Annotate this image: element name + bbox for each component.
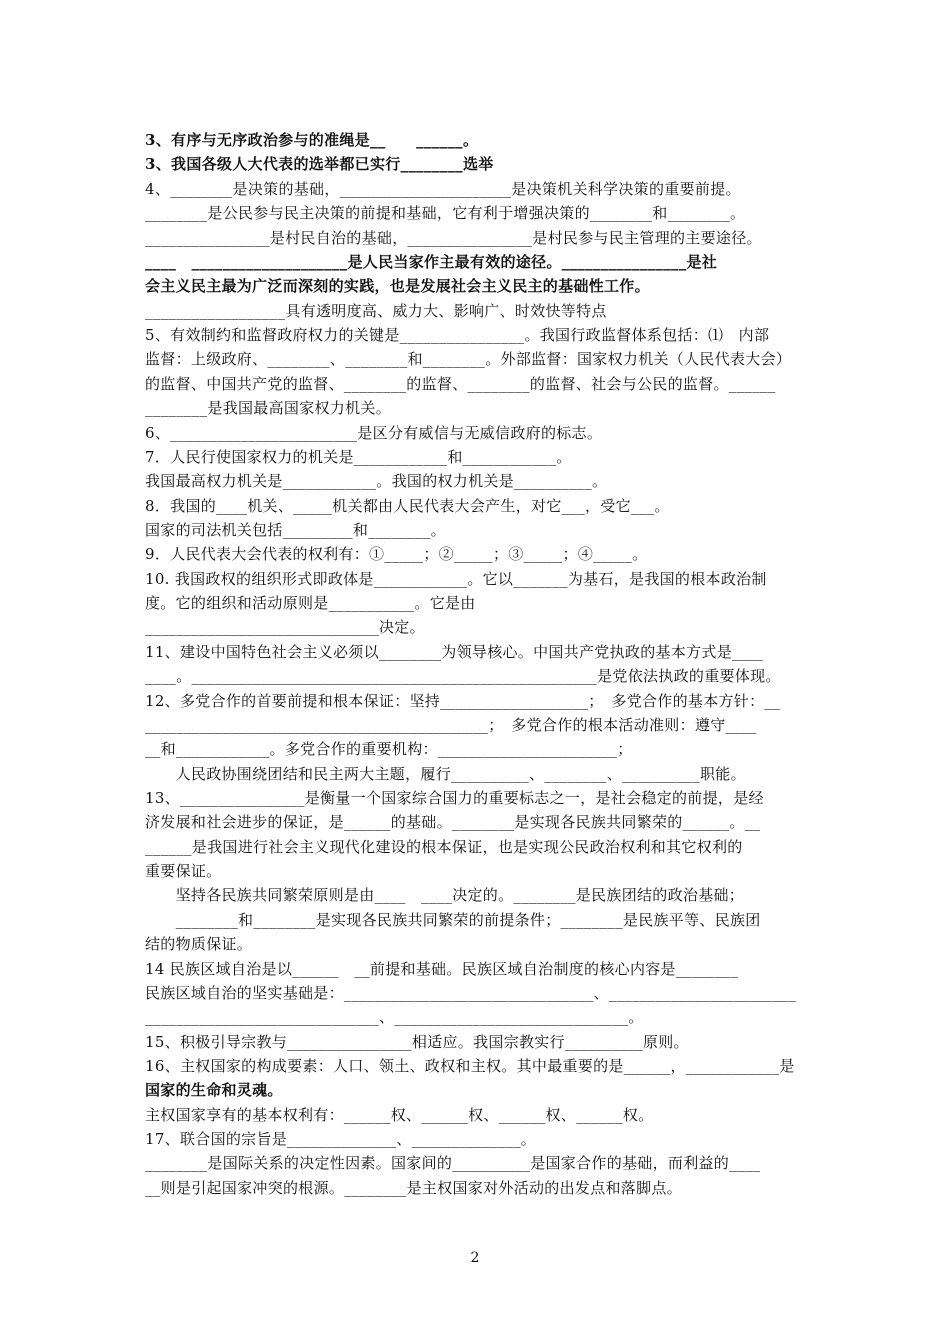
text-line: 6、________________________是区分有威信与无威信政府的标志。 [145,424,603,442]
text-line: 5、有效制约和监督政府权力的关键是________________。我国行政监督体系包括：⑴ 内部 [145,326,770,344]
text-line: 的监督、中国共产党的监督、________的监督、________的监督、社会与公民的监督。______ [145,375,776,393]
text-line: 会主义民主最为广泛而深刻的实践，也是发展社会主义民主的基础性工作。 [145,277,650,295]
text-line: 8．我国的____机关、_____机关都由人民代表大会产生，对它___，受它___。 [145,497,670,515]
text-line: ________是公民参与民主决策的前提和基础，它有利于增强决策的________和________。 [145,204,746,222]
text-line: 7．人民行使国家权力的机关是____________和____________。 [145,448,572,466]
text-line: ______________________________、______________________________。 [145,1008,644,1026]
text-line: ____________________________________________； 多党合作的根本活动准则：遵守____ [145,716,757,734]
text-line: ____。____________________________________________________是党依法执政的重要体现。 [145,667,781,685]
text-line: 我国最高权力机关是____________。我国的权力机关是__________。 [145,472,608,490]
text-line: 10. 我国政权的组织形式即政体是____________。它以_______为基石，是我国的根本政治制 [145,570,767,588]
text-line: 3、我国各级人大代表的选举都已实行________选举 [145,155,494,173]
text-line: ____ ____________________是人民当家作主最有效的途径。________________是社 [145,253,718,271]
text-line: 度。它的组织和活动原则是___________。它是由 [145,594,476,612]
text-line: 坚持各民族共同繁荣原则是由____ ____决定的。________是民族团结的政治基础； [145,886,745,904]
text-line: ________是国际关系的决定性因素。国家间的__________是国家合作的基础，而利益的____ [145,1154,761,1172]
text-line: 9．人民代表大会代表的权利有：①_____；②_____；③_____；④_____。 [145,545,648,563]
text-line: 14 民族区域自治是以______ __前提和基础。民族区域自治制度的核心内容是________ [145,960,739,978]
text-line: 12、多党合作的首要前提和根本保证：坚持___________________； 多党合作的基本方针：__ [145,692,780,710]
text-line: 16、主权国家的构成要素：人口、领土、政权和主权。其中最重要的是______，____________是 [145,1057,795,1075]
text-line: ________________是村民自治的基础，________________是村民参与民主管理的主要途径。 [145,229,762,247]
text-line: 国家的司法机关包括_________和________。 [145,521,446,539]
text-line: ______________________________决定。 [145,618,425,636]
text-line: ________和________是实现各民族共同繁荣的前提条件；________是民族平等、民族团 [145,911,761,929]
text-line: __________________具有透明度高、威力大、影响广、时效快等特点 [145,302,607,320]
text-line: 济发展和社会进步的保证，是______的基础。________是实现各民族共同繁荣的______。__ [145,813,761,831]
text-line: 重要保证。 [145,862,222,880]
text-line: 13、________________是衡量一个国家综合国力的重要标志之一，是社会稳定的前提，是经 [145,789,764,807]
text-line: 11、建设中国特色社会主义必须以________为领导核心。中国共产党执政的基本方式是____ [145,643,764,661]
text-line: __则是引起国家冲突的根源。________是主权国家对外活动的出发点和落脚点。 [145,1179,683,1197]
text-line: 民族区域自治的坚实基础是：________________________________、________________________ [145,984,797,1002]
page-number: 2 [470,1250,480,1266]
text-line: ________是我国最高国家权力机关。 [145,399,392,417]
text-line: 国家的生命和灵魂。 [145,1081,283,1099]
text-line: 监督：上级政府、________、________和________。外部监督：国家权力机关（人民代表大会） [145,350,792,368]
text-line: 4、________是决策的基础，______________________是决策机关科学决策的重要前提。 [145,180,741,198]
text-line: 结的物质保证。 [145,935,253,953]
text-line: 主权国家享有的基本权利有：______权、______权、______权、______权。 [145,1106,654,1124]
text-line: __和____________。多党合作的重要机构：_______________________； [145,740,633,758]
text-line: 人民政协围绕团结和民主两大主题，履行__________、________、__________职能。 [145,765,746,783]
text-line: 15、积极引导宗教与________________相适应。我国宗教实行__________原则。 [145,1033,689,1051]
text-line: ______是我国进行社会主义现代化建设的根本保证，也是实现公民政治权利和其它权利的 [145,838,743,856]
text-line: 3、有序与无序政治参与的准绳是__ ______。 [145,131,479,149]
text-line: 17、联合国的宗旨是______________、______________。 [145,1130,537,1148]
